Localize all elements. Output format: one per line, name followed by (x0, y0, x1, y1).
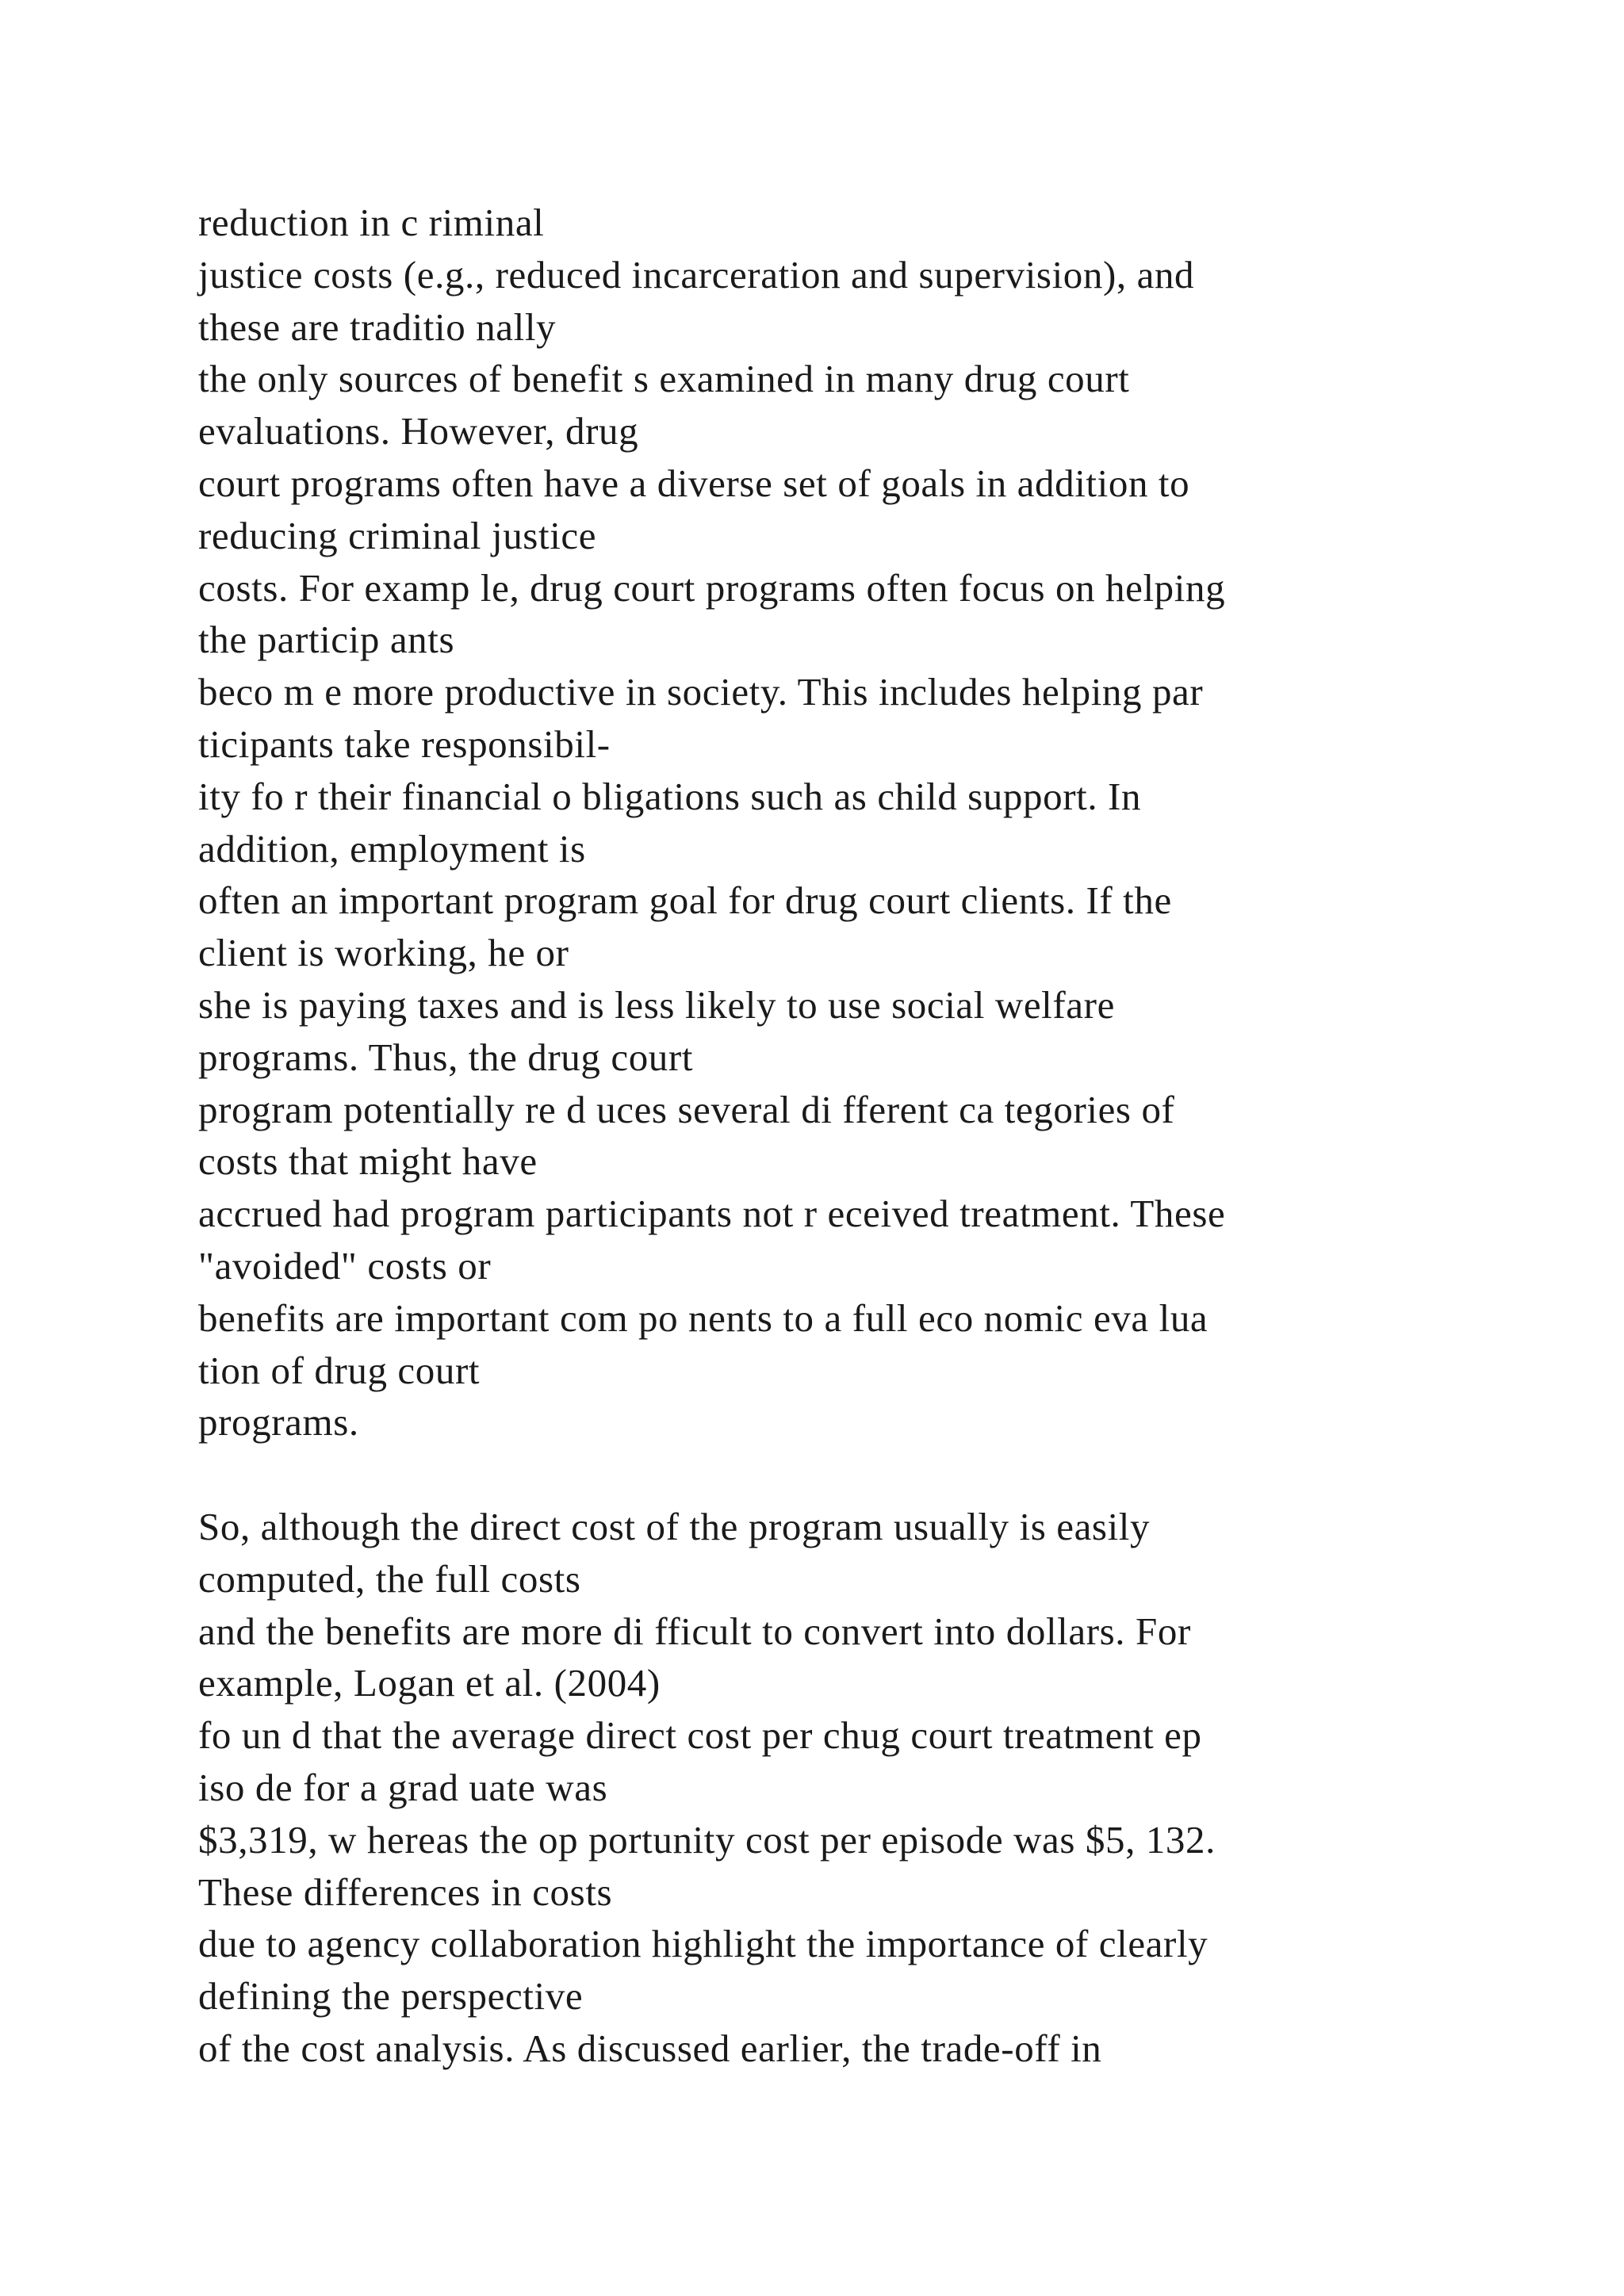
document-body (198, 197, 1546, 2075)
text-line: program potentially re d uces several di fferent ca tegories of (198, 1087, 1175, 1131)
text-line: of the cost analysis. As discussed earlier, the trade-off in (198, 2026, 1102, 2070)
text-line: court programs often have a diverse set of goals in addition to (198, 461, 1190, 505)
text-line: computed, the full costs (198, 1556, 581, 1601)
paragraph-2 (198, 1501, 1546, 2075)
text-line: benefits are important com po nents to a full eco nomic eva lua (198, 1295, 1208, 1340)
text-line: she is paying taxes and is less likely to use social welfare (198, 982, 1115, 1027)
text-line: the only sources of benefit s examined in many drug court (198, 357, 1130, 401)
text-line: these are traditio nally (198, 304, 557, 349)
text-line: So, although the direct cost of the program usually is easily (198, 1504, 1151, 1548)
text-line: due to agency collaboration highlight the importance of clearly (198, 1922, 1208, 1966)
text-line: These differences in costs (198, 1869, 613, 1914)
text-line: fo un d that the average direct cost per chug court treatment ep (198, 1713, 1202, 1758)
paragraph-gap (198, 1448, 1546, 1501)
text-line: accrued had program participants not r eceived treatment. These (198, 1192, 1226, 1236)
text-line: $3,319, w hereas the op portunity cost per episode was $5, 132. (198, 1817, 1216, 1862)
text-line: iso de for a grad uate was (198, 1765, 608, 1809)
text-line: ity fo r their financial o bligations such as child support. In (198, 774, 1142, 818)
text-line: the particip ants (198, 618, 455, 662)
text-line: example, Logan et al. (2004) (198, 1661, 661, 1705)
text-line: ticipants take responsibil- (198, 721, 611, 766)
text-line: tion of drug court (198, 1348, 481, 1392)
text-line: defining the perspective (198, 1974, 584, 2019)
text-line: and the benefits are more di fficult to convert into dollars. For (198, 1609, 1191, 1653)
text-line: "avoided" costs or (198, 1243, 492, 1288)
text-line: often an important program goal for drug court clients. If the (198, 878, 1172, 923)
text-line: programs. (198, 1400, 359, 1445)
text-line: reduction in c riminal (198, 201, 545, 244)
text-line: beco m e more productive in society. This includes helping par (198, 670, 1204, 714)
text-line: programs. Thus, the drug court (198, 1035, 694, 1079)
text-line: reducing criminal justice (198, 513, 597, 557)
text-line: costs. For examp le, drug court programs often focus on helping (198, 565, 1226, 610)
text-line: justice costs (e.g., reduced incarceration and supervision), and (198, 252, 1195, 297)
text-line: addition, employment is (198, 826, 586, 871)
text-line: evaluations. However, drug (198, 409, 639, 453)
text-line: client is working, he or (198, 931, 569, 975)
paragraph-1 (198, 197, 1546, 1448)
text-line: costs that might have (198, 1139, 538, 1184)
